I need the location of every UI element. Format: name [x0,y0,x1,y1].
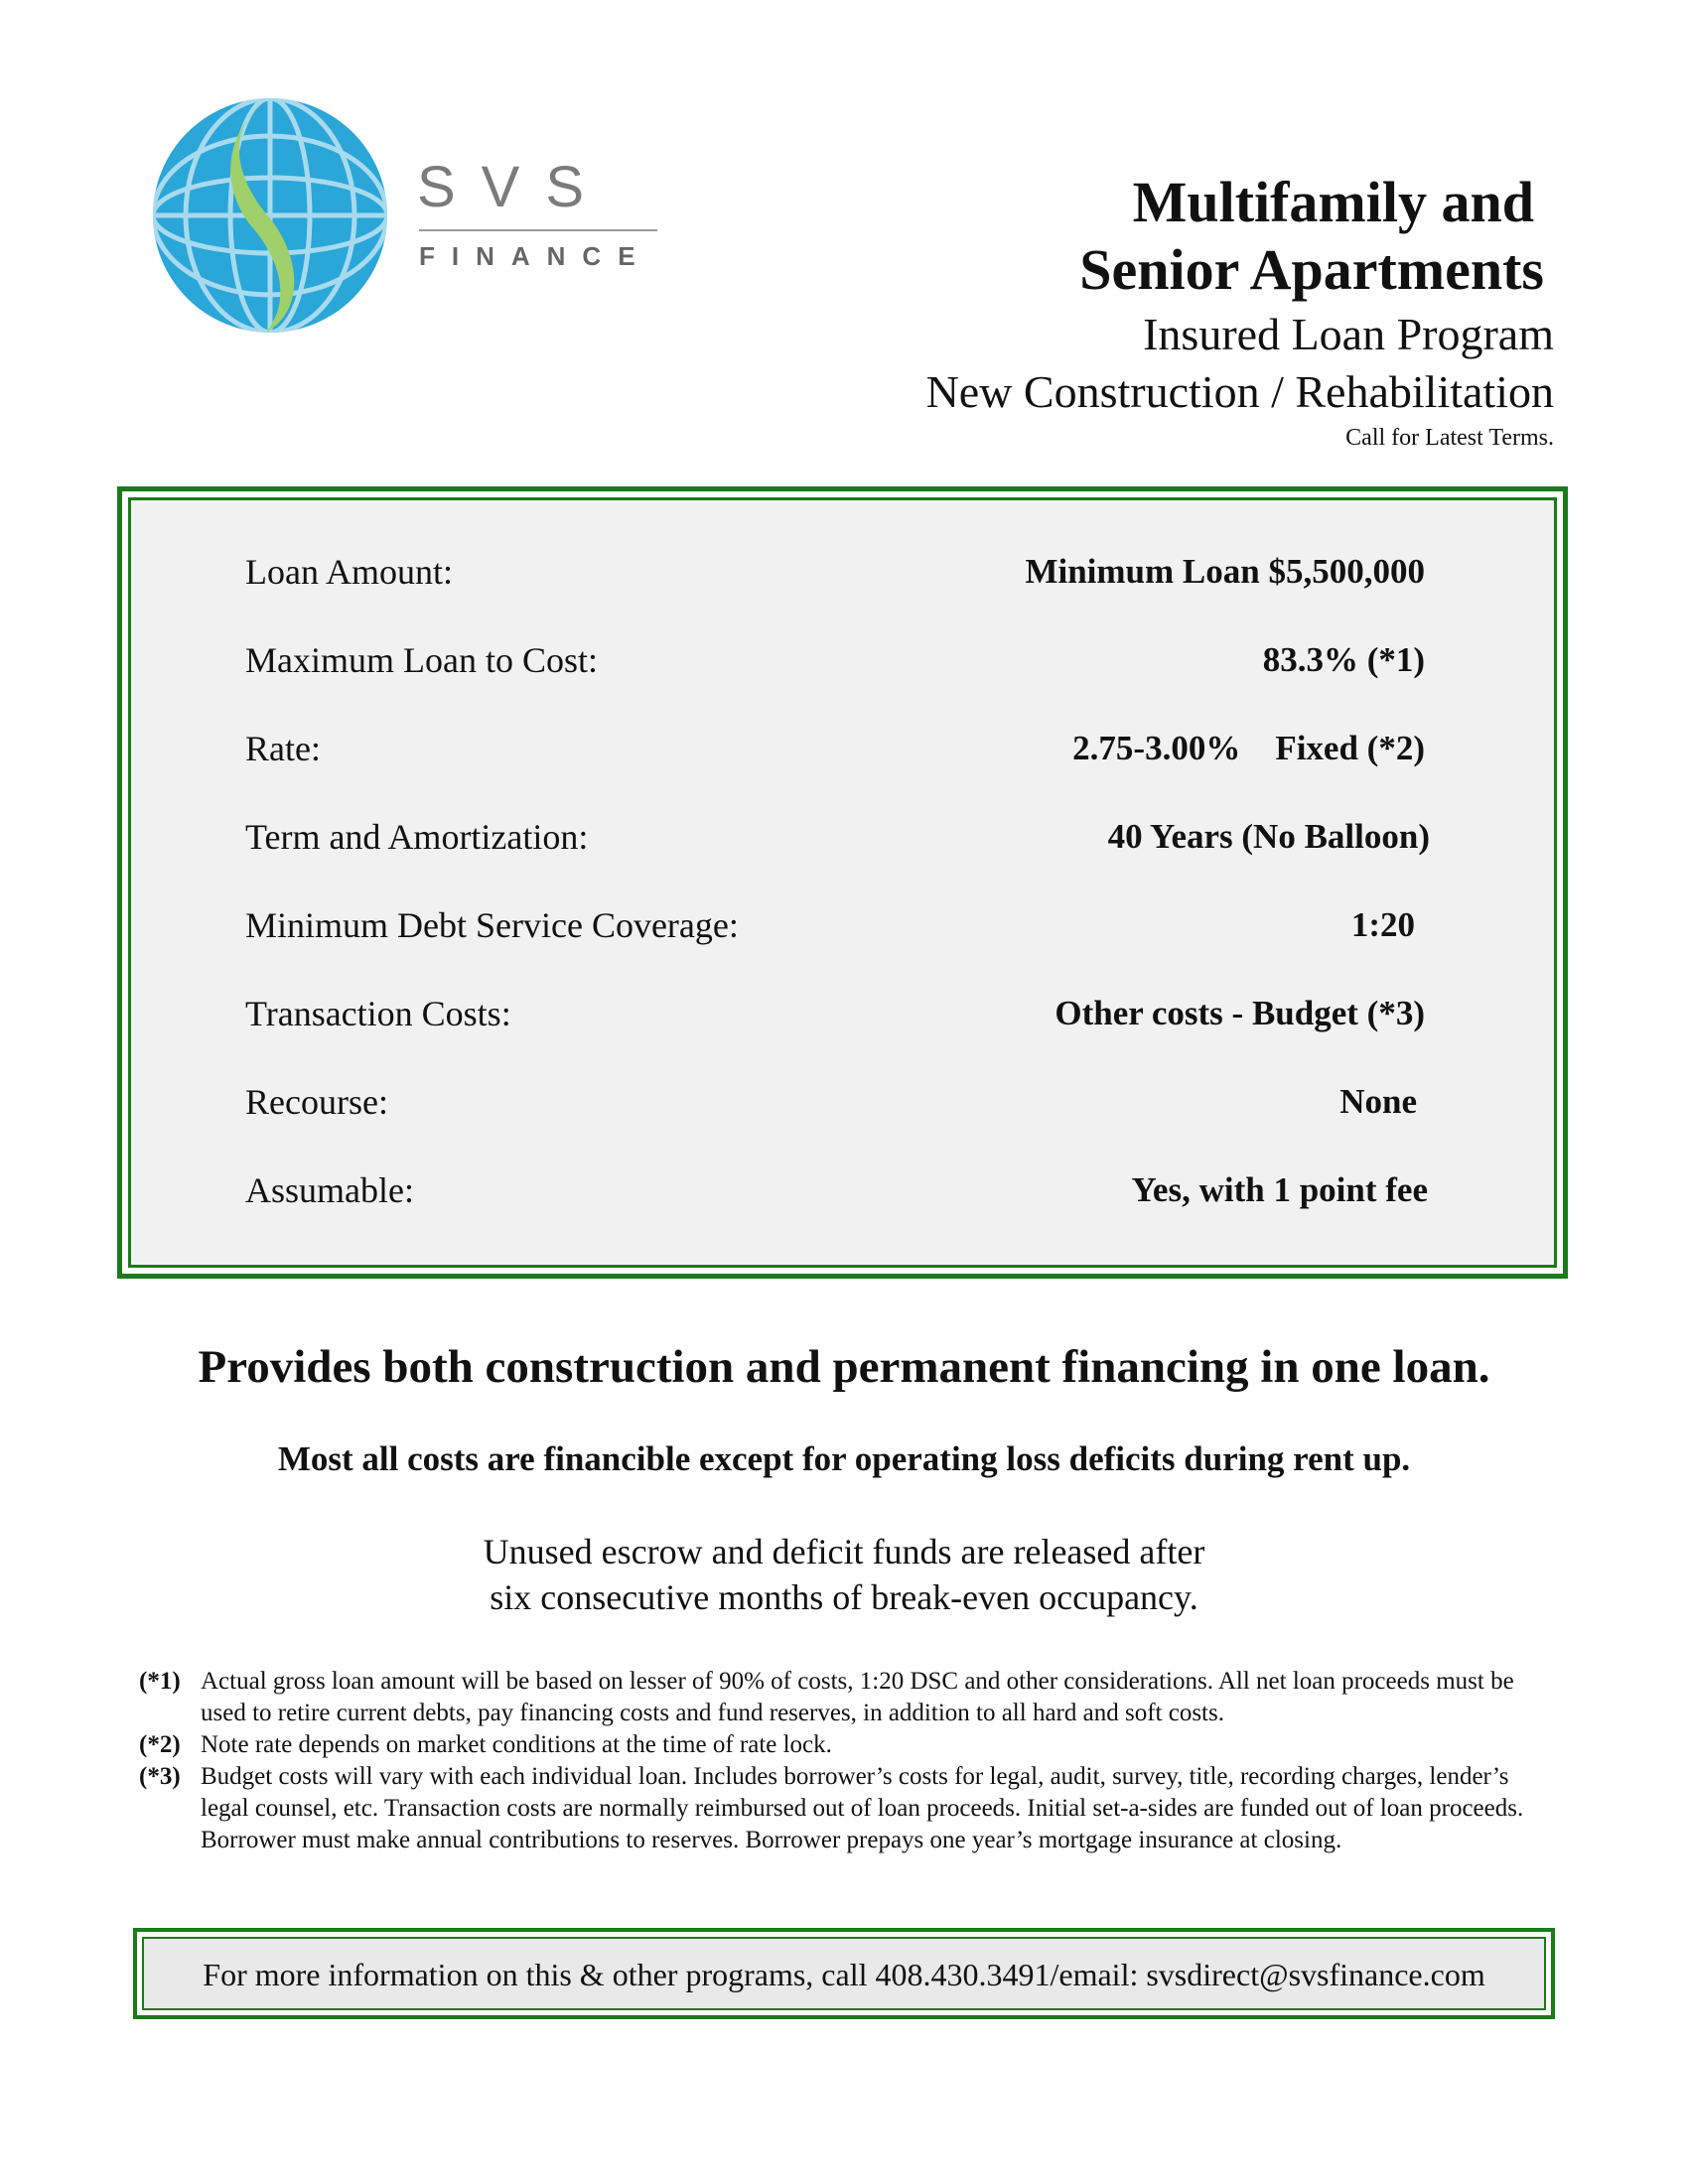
brand-name: SVS [417,155,611,219]
sub-tagline: Most all costs are financible except for operating loss deficits during rent up. [277,1439,1411,1478]
term-value: Yes, with 1 point fee [1131,1170,1428,1209]
footnote-key: (*3) [139,1763,181,1790]
escrow-statement [0,1529,1688,1620]
term-value: None [1339,1082,1417,1121]
subtitle-line2: New Construction / Rehabilitation [925,366,1554,417]
term-row [131,984,1554,1043]
term-value: 1:20 [1350,905,1415,944]
term-label: Recourse: [245,1082,388,1122]
term-label: Minimum Debt Service Coverage: [245,905,739,945]
term-value: 83.3% (*1) [1262,640,1425,679]
term-row [131,719,1554,778]
term-row [131,630,1554,690]
term-row [131,542,1554,602]
main-tagline: Provides both construction and permanent financing in one loan. [198,1341,1490,1393]
contact-box [133,1928,1555,2019]
loan-terms-panel [128,497,1557,1268]
term-value: 2.75-3.00% Fixed (*2) [1072,729,1425,767]
footnote-text: Budget costs will vary with each individual loan. Includes borrower’s costs for legal, audit, survey, title, recording charges, lender’s legal counsel, etc. Transaction costs are normally reimbursed out of loan proceeds. Initial set-a-sides are funded out of loan proceeds. Borrower must make annual contributions to reserves. Borrower prepays one year’s mortgage insurance at closing. [201,1763,1524,1853]
term-row [131,1072,1554,1132]
globe-logo-icon [149,94,392,338]
term-value: 40 Years (No Balloon) [1107,817,1430,856]
page-title-line1: Multifamily and [1132,170,1534,234]
term-label: Loan Amount: [245,552,453,592]
brand-divider [419,229,657,231]
brand-logo [149,94,685,342]
escrow-line1: Unused escrow and deficit funds are released after [483,1532,1205,1571]
term-value: Other costs - Budget (*3) [1055,994,1425,1032]
term-label: Maximum Loan to Cost: [245,640,598,680]
loan-terms-box [117,486,1568,1279]
header-note: Call for Latest Terms. [1345,425,1554,451]
footnote-text: Actual gross loan amount will be based on lesser of 90% of costs, 1:20 DSC and other considerations. All net loan proceeds must be used to retire current debts, pay financing costs and fund reserves, in addition to all hard and soft costs. [201,1668,1514,1726]
term-label: Term and Amortization: [245,817,589,857]
term-row [131,895,1554,955]
footnote-key: (*1) [139,1668,181,1695]
term-row [131,807,1554,867]
footnote [139,1761,1549,1856]
term-label: Assumable: [245,1170,414,1210]
footnote-key: (*2) [139,1731,181,1758]
term-value: Minimum Loan $5,500,000 [1025,552,1425,591]
subtitle-line1: Insured Loan Program [1143,309,1554,359]
term-label: Transaction Costs: [245,994,511,1033]
contact-info: For more information on this & other programs, call 408.430.3491/email: svsdirect@svsfinance.com [142,1937,1546,2010]
footnote [139,1666,1549,1729]
footnote-text: Note rate depends on market conditions at the time of rate lock. [201,1731,832,1758]
document-header [660,169,1554,453]
footnotes [139,1666,1549,1856]
escrow-line2: six consecutive months of break-even occupancy. [490,1577,1198,1617]
footnote [139,1729,1549,1761]
term-label: Rate: [245,729,321,768]
term-row [131,1160,1554,1220]
page-title-line2: Senior Apartments [1079,237,1544,302]
brand-subname: FINANCE [419,241,652,271]
